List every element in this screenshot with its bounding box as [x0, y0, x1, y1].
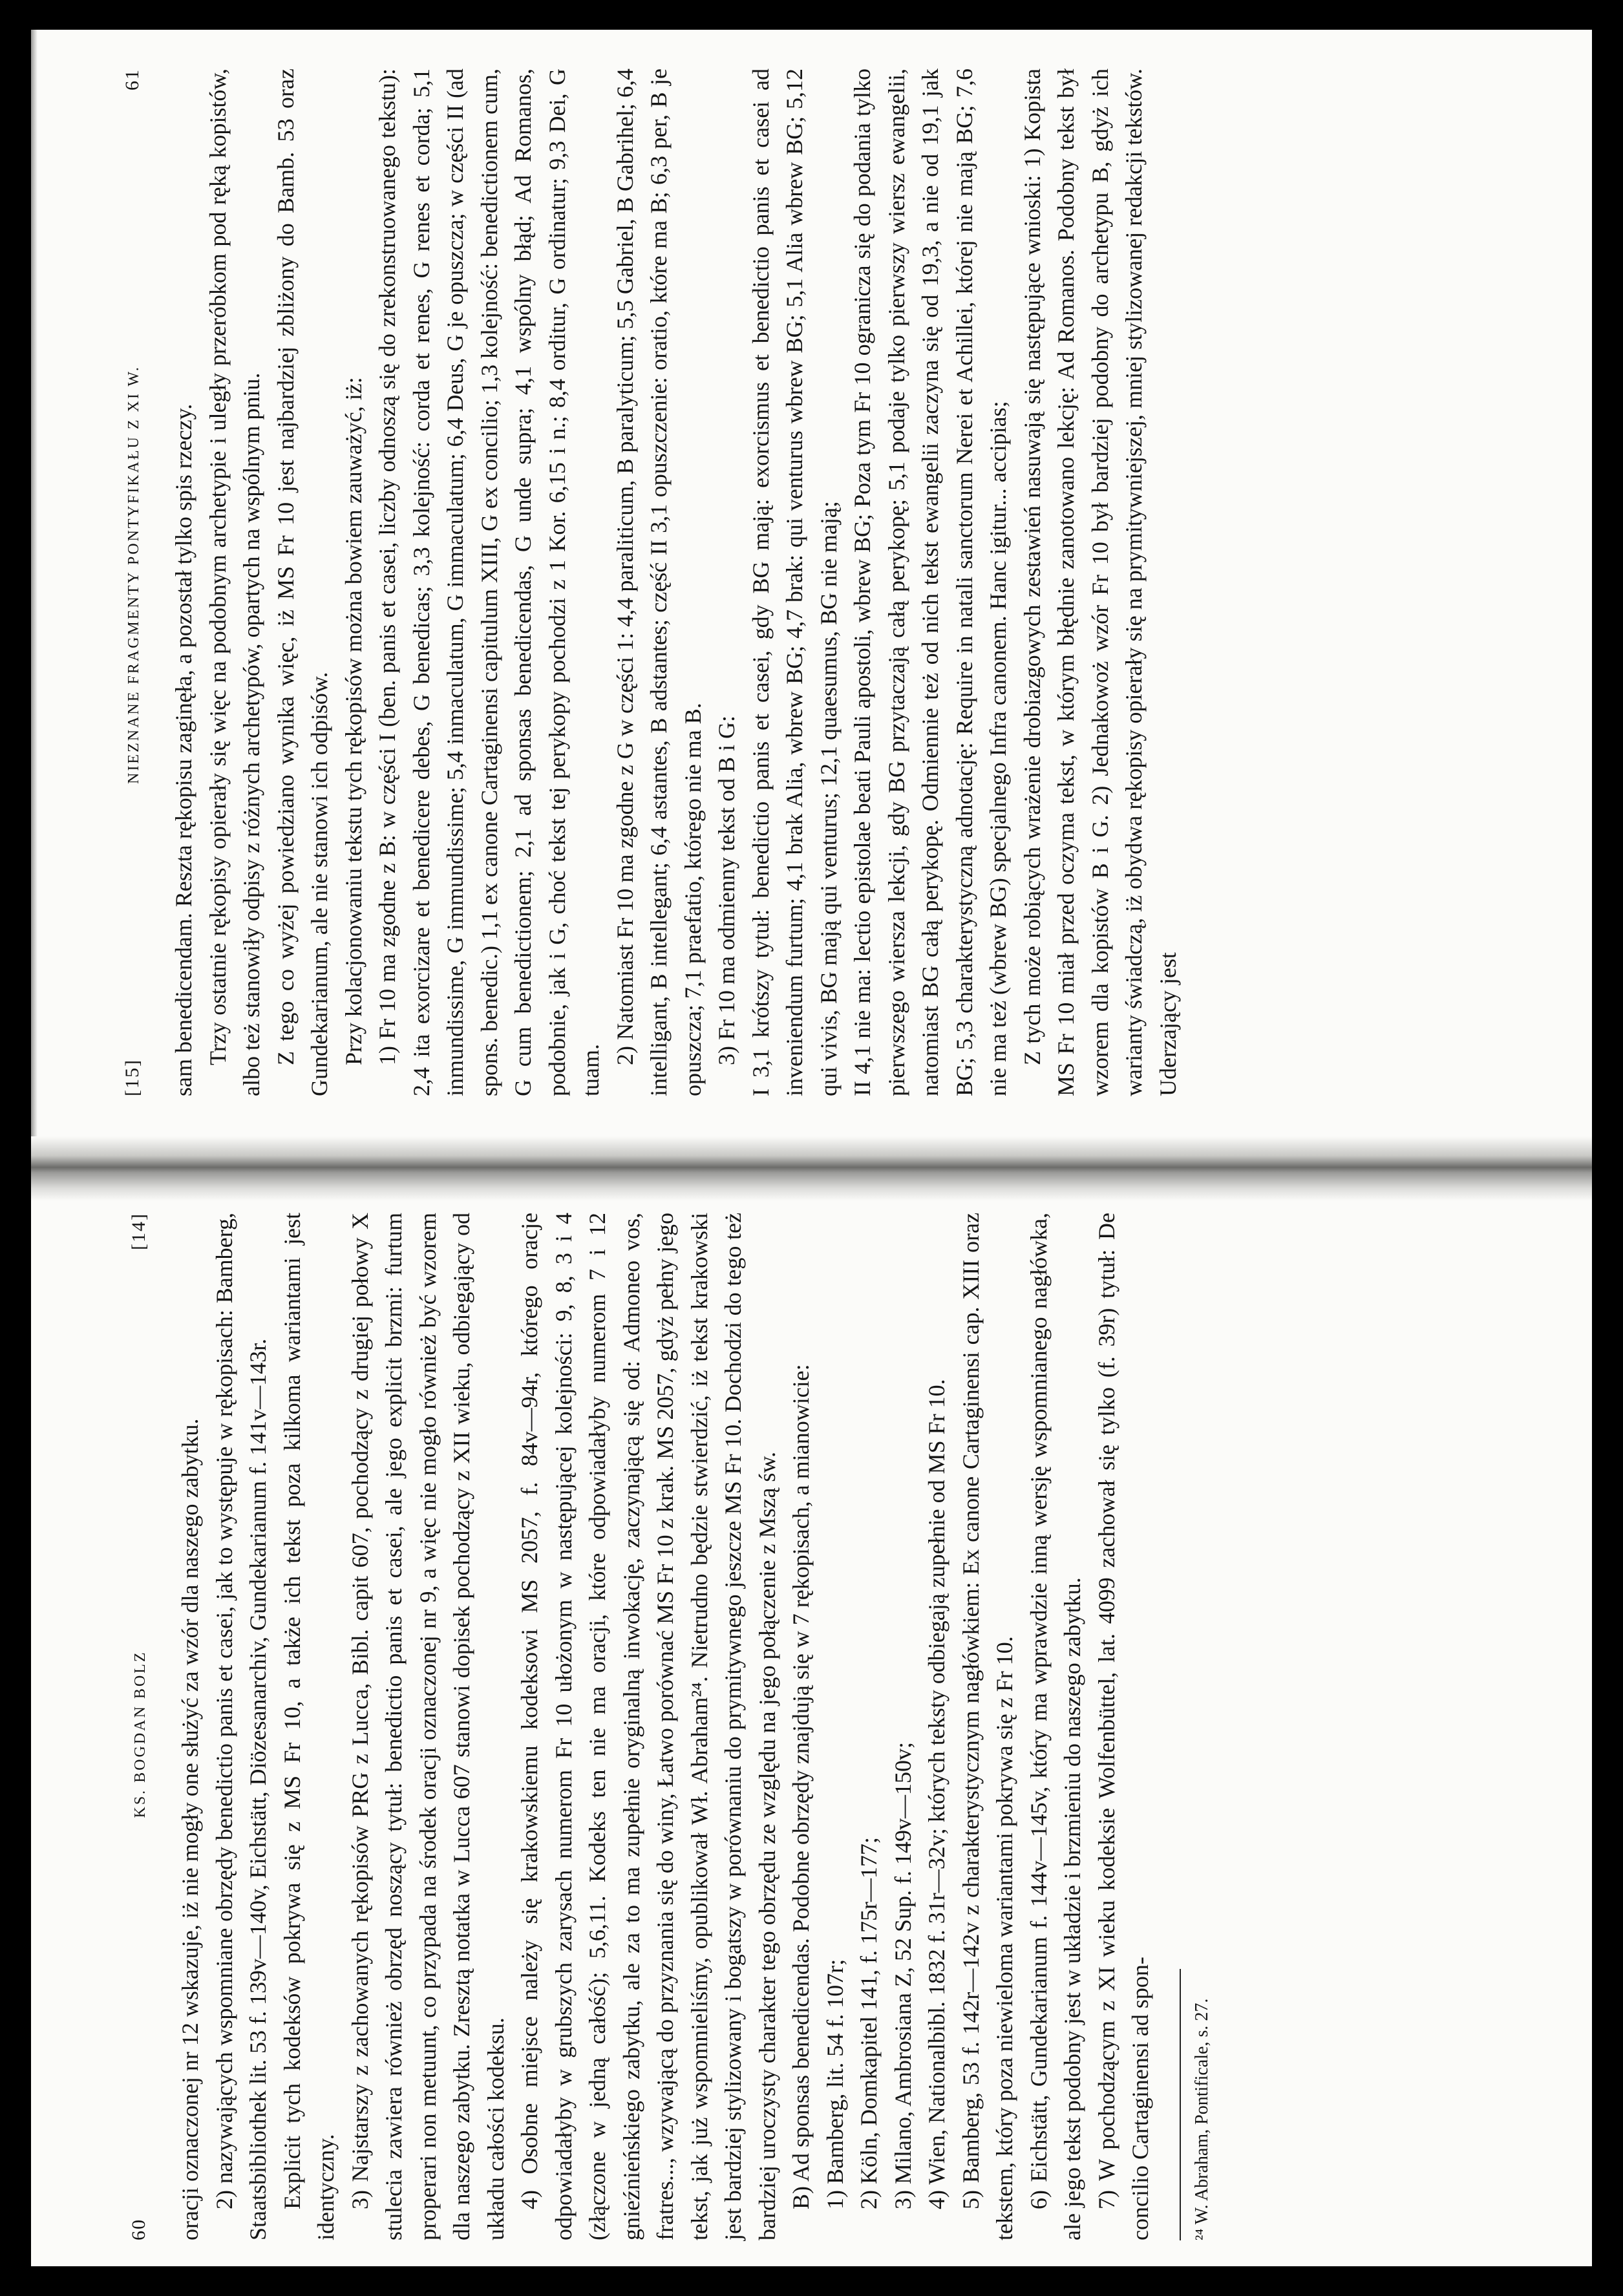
section-marker: [15] [122, 1059, 143, 1096]
running-head-title: NIEZNANE FRAGMENTY PONTYFIKAŁU Z XI W. [125, 365, 142, 784]
paragraph: 4) Osobne miejsce należy się krakowskiemu kodeksowi MS 2057, f. 84v—94r, którego oracje odpowiadałyby w grubszych zarysach numerom Fr 10 ułożonym w następującej kolejności: 9, 8, 3 i 4 (złączone w jedną całość); 5,6,11. Kodeks ten nie ma oracji, które odpowiadałyby numerom 7 i 12 gnieźnieńskiego zabytku, ale za to ma zupełnie oryginalną inwokację, zaczynającą się od: Admoneo vos, fratres..., wzywającą do przyznania się do winy, Łatwo porównać MS Fr 10 z krak. MS 2057, gdyż pełny jego tekst, jak już wspomnieliśmy, opublikował Wł. Abraham²⁴. Nietrudno będzie stwierdzić, iż tekst krakowski jest bardziej stylizowany i bogatszy w porównaniu do prymitywnego jeszcze MS Fr 10. Dochodzi do tego też bardziej uroczysty charakter tego obrzędu ze względu na jego połączenie z Mszą św. [516, 1213, 780, 2240]
list-item: 1) Bamberg, lit. 54 f. 107r; [822, 1959, 848, 2209]
page-61 [122, 69, 1592, 1096]
page-60 [128, 1213, 1592, 2240]
footnote-rule [1180, 1969, 1181, 2240]
paragraph: B) Ad sponsas benedicendas. Podobne obrzędy znajdują się w 7 rękopisach, a mianowicie: [788, 1364, 814, 2209]
running-head [128, 1213, 150, 2240]
paragraph: Trzy ostatnie rękopisy opierały się więc na podobnym archetypie i uległy przeróbkom pod ręką kopistów, albo też stanowiły odpisy z różnych archetypów, opartych na wspólnym pniu. [204, 69, 264, 1096]
paragraph: sam benedicendam. Reszta rękopisu zaginęła, a pozostał tylko spis rzeczy. [171, 403, 196, 1096]
paragraph: 3) Najstarszy z zachowanych rękopisów PRG z Lucca, Bibl. capit 607, pochodzący z drugiej połowy X stulecia zawiera również obrzęd noszący tytuł: benedictio panis et casei, ale jego explicit brzmi: furtum properari non metuunt, co przypada na środek oracji oznaczonej nr 9, a więc nie mogło również być wzorem dla naszego zabytku. Zresztą notatka w Lucca 607 stanowi dopisek pochodzący z XII wieku, odbiegający od układu całości kodeksu. [346, 1213, 509, 2240]
list-item: 2) Köln, Domkapitel 141, f. 175r—177; [856, 1837, 882, 2209]
paragraph: oracji oznaczonej nr 12 wskazuje, iż nie mogły one służyć za wzór dla naszego zabytku. [177, 1418, 203, 2240]
paragraph: 3) Fr 10 ma odmienny tekst od B i G: [714, 716, 739, 1065]
paragraph: Z tego co wyżej powiedziano wynika więc, iż MS Fr 10 jest najbardziej zbliżony do Bamb. 53 oraz Gundekarianum, ale nie stanowi ich odpisów. [272, 69, 332, 1096]
list-item: 5) Bamberg, 53 f. 142r—142v z charakterystycznym nagłówkiem: Ex canone Cartaginensi cap. XIII oraz tekstem, który poza niewieloma wariantami pokrywa się z Fr 10. [957, 1213, 1017, 2240]
paragraph: 1) Fr 10 ma zgodne z B: w części I (ben. panis et casei, liczby odnoszą się do zrekonstruowanego tekstu): 2,4 ita exorcizare et benedicere debes, G benedicas; 3,3 kolejność: corda et renes, G renes et corda; 5,1 inmundissime, G immundissime; 5,4 inmaculatum, G immaculatum; 6,4 Deus, G je opuszcza; w części II (ad spons. benedic.) 1,1 ex canone Cartaginensi capitulum XIII, G ex concilio; 1,3 kolejność: benedictionem cum, G cum benedictionem; 2,1 ad sponsas benedicendas, G unde supra; 4,1 wspólny błąd; Ad Romanos, podobnie, jak i G, choć tekst tej perykopy pochodzi z 1 Kor. 6,15 i n.; 8,4 orditur, G ordinatur; 9,3 Dei, G tuam. [374, 69, 604, 1096]
book-gutter [31, 1136, 1592, 1201]
paragraph: 2) Natomiast Fr 10 ma zgodne z G w części 1: 4,4 paraliticum, B paralyticum; 5,5 Gabriel, B Gabrihel; 6,4 intelligant, B intellegant; 6,4 astantes, B adstantes; część II 3,1 opuszczenie: oratio, które ma B; 6,3 per, B je opuszcza; 7,1 praefatio, którego nie ma B. [611, 69, 706, 1096]
paragraph: Z tych może robiących wrażenie drobiazgowych zestawień nasuwają się następujące wnioski: 1) Kopista MS Fr 10 miał przed oczyma tekst, w którym błędnie zanotowano lekcję: Ad Romanos. Podobny tekst był wzorem dla kopistów B i G. 2) Jednakowoż wzór Fr 10 był bardziej podobny do archetypu B, gdyż ich warianty świadczą, iż obydwa rękopisy opierały się na prymitywniejszej, mniej stylizowanej redakcji tekstów. Uderzający jest [1019, 69, 1181, 1096]
paragraph: Explicit tych kodeksów pokrywa się z MS Fr 10, a także ich tekst poza kilkoma wariantami jest identyczny. [279, 1213, 339, 2240]
paragraph: I 3,1 krótszy tytuł: benedictio panis et casei, gdy BG mają: exorcismus et benedictio panis et casei ad inveniendum furtum; 4,1 brak Alia, wbrew BG; 4,7 brak: qui venturus wbrew BG; 5,1 Alia wbrew BG; 5,12 qui vivis, BG mają qui venturus; 12,1 quaesumus, BG nie mają; [747, 69, 842, 1096]
page-body [173, 1213, 1158, 2240]
page-number: 61 [122, 69, 143, 90]
page-body [167, 69, 1185, 1096]
page-edge-shadow [31, 30, 37, 1136]
section-marker: [14] [128, 1213, 149, 1250]
list-item: 4) Wien, Nationalbibl. 1832 f. 31r—32v; których teksty odbiegają zupełnie od MS Fr 10. [924, 1379, 949, 2209]
running-head-title: KS. BOGDAN BOLZ [132, 1650, 149, 1818]
list-item: 6) Eichstätt, Gundekarianum f. 144v—145v, który ma wprawdzie inną wersję wspomnianego nagłówka, ale jego tekst podobny jest w układzie i brzmieniu do naszego zabytku. [1025, 1213, 1085, 2240]
page-number: 60 [128, 2218, 149, 2240]
paragraph: 2) nazywających wspomniane obrzędy benedictio panis et casei, jak to występuje w rękopisach: Bamberg, Staatsbibliothek lit. 53 f. 139v—140v, Eichstätt, Diözesanarchiv, Gundekarianum f. 141v—143r. [211, 1213, 271, 2240]
list-item: 3) Milano, Ambrosiana Z, 52 Sup. f. 149v—150v; [889, 1742, 916, 2209]
scanned-book-spread [31, 30, 1592, 2266]
list-item: 7) W pochodzącym z XI wieku kodeksie Wolfenbüttel, lat. 4099 zachował się tylko (f. 39r) tytuł: De concilio Cartaginensi ad spon- [1093, 1213, 1153, 2240]
paragraph: II 4,1 nie ma: lectio epistolae beati Pauli apostoli, wbrew BG; Poza tym Fr 10 ogranicza się do podania tylko pierwszego wiersza lekcji, gdy BG przytaczają całą perykopę; 5,1 podaje tylko pierwszy wiersz ewangelii, natomiast BG całą perykopę. Odmiennie też od nich tekst ewangelii zaczyna się od 19,3, a nie od 19,1 jak BG; 5,3 charakterystyczną adnotację: Require in natali sanctorum Nerei et Achillei, której nie mają BG; 7,6 nie ma też (wbrew BG) specjalnego Infra canonem. Hanc igitur... accipias; [849, 69, 1011, 1096]
footnote: ²⁴ W. Abraham, Pontificale, s. 27. [1191, 1998, 1212, 2240]
paragraph: Przy kolacjonowaniu tekstu tych rękopisów można bowiem zauważyć, iż: [340, 377, 366, 1065]
running-head [122, 69, 143, 1096]
